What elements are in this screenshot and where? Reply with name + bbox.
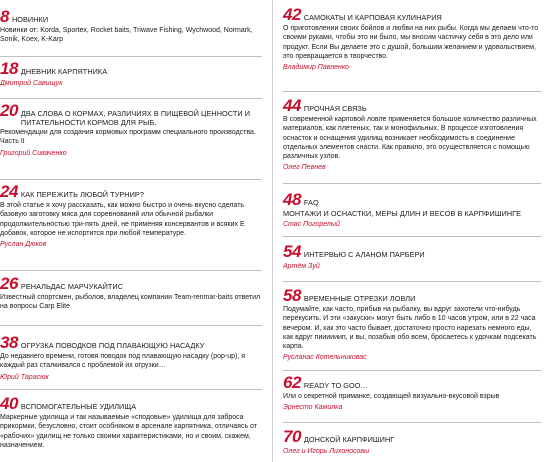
article-author: Дмитрий Савищук	[0, 80, 63, 87]
article-description: Подумайте, как часто, прибыв на рыбалку, вы вдруг захотели что-нибудь перекусить. И эти «закуски» могут быть либо в 10 часов утром, или в 22 часа вечером. И, как это часто бывает, достаточно просто нарезать немного еды, как вдруг пиииииип, и вы, позабыв обо всем, бросаетесь к удочкам подсекать карпа.	[283, 306, 537, 351]
divider	[0, 325, 262, 326]
article-author: Руслан Дюков	[0, 241, 47, 249]
page-number: 38	[0, 333, 18, 352]
article-title: READY TO GOO…	[303, 381, 368, 390]
article-description: В современной карповой ловле применяется большое количество различных материалов, как плетеных, так и монофильных. В процессе изготовления оснасток и оснащения удилищ возникает необходимость в соединение отдельных элементов снасти. Как правило, это осуществляется с помощью различных узлов.	[283, 116, 537, 161]
article-description: Рекомендации для создания кормовых программ специального производства. Часть II	[0, 129, 256, 146]
page-number: 54	[283, 242, 301, 261]
toc-entry[interactable]	[283, 287, 541, 362]
divider	[283, 422, 541, 423]
toc-entry[interactable]	[283, 97, 541, 172]
article-title: НОВИНКИ	[11, 15, 49, 24]
page-number: 62	[283, 373, 301, 392]
page-number: 58	[283, 286, 301, 305]
toc-entry[interactable]	[283, 374, 541, 412]
page-number: 24	[0, 182, 18, 201]
page-number: 48	[283, 190, 301, 209]
divider	[0, 98, 262, 99]
article-title: КАК ПЕРЕЖИТЬ ЛЮБОЙ ТУРНИР?	[20, 190, 144, 199]
divider	[283, 91, 541, 92]
article-description: Новинки от: Korda, Sportex, Rocket baits, Triwave Fishing, Wychwood, Normark, Sonik, Koex, K-Karp	[0, 27, 253, 44]
article-description: Известный спортсмен, рыболов, владелец компании Team-renmar-baits ответил на вопросы Carp Elite	[0, 294, 261, 311]
page-number: 18	[0, 59, 18, 78]
toc-entry[interactable]	[0, 275, 262, 312]
toc-entry[interactable]	[283, 6, 541, 72]
divider	[0, 179, 262, 180]
article-author: Григорий Сиваченко	[0, 149, 67, 157]
article-description: В этой статье я хочу рассказать, как можно быстро и очень вкусно сделать базовую заготовку мяса для соревнований или обычной рыбалки продолжительностью три-пять дней, не применяя консервантов и всяких Е добавок, которое не испортится при любой температуре.	[0, 202, 245, 237]
article-title: ИНТЕРВЬЮ С АЛАНОМ ПАРБЕРИ	[303, 250, 425, 259]
article-title: САМОКАТЫ И КАРПОВАЯ КУЛИНАРИЯ	[303, 13, 442, 22]
toc-entry[interactable]	[0, 60, 262, 88]
article-author: Русланас Котельниковас	[283, 354, 367, 362]
article-subtitle: МОНТАЖИ И ОСНАСТКИ, МЕРЫ ДЛИН И ВЕСОВ В КАРПФИШИНГЕ	[283, 209, 522, 218]
toc-entry[interactable]	[0, 102, 262, 158]
article-author: Юрий Тарасюк	[0, 373, 49, 381]
divider	[0, 56, 262, 57]
article-description: О приготовлении своих бойлов и любви на них рыбы. Когда мы делаем что-то своими руками, чтобы это ни было, мы вносим частичку себя в это дело или продукт. Если Вы делаете это с душой, большим желанием и удовольствием, это превращается в творчество.	[283, 25, 539, 60]
toc-entry[interactable]	[283, 191, 541, 229]
article-title: FAQ	[303, 198, 319, 207]
page-number: 8	[0, 7, 9, 26]
article-description: До недавнего времени, готовя поводок под плавающую насадку (pop-up), я каждый раз сталкивался с проблемой их огрузки…	[0, 353, 246, 370]
toc-entry[interactable]	[0, 334, 262, 382]
article-title: ДНЕВНИК КАРПЯТНИКА	[20, 67, 108, 76]
divider	[0, 270, 262, 271]
article-title: ВРЕМЕННЫЕ ОТРЕЗКИ ЛОВЛИ	[303, 294, 416, 303]
article-author: Владимир Павленко	[283, 64, 350, 72]
toc-entry[interactable]	[283, 243, 541, 271]
page-number: 70	[283, 427, 301, 446]
toc-entry[interactable]	[0, 395, 262, 450]
article-author: Олег Певнев	[283, 164, 326, 172]
article-author: Эрнесто Камилка	[283, 404, 343, 412]
article-description: Или о секретной приманке, создающей визуально-вкусовой взрыв	[283, 393, 500, 400]
toc-entry[interactable]	[0, 183, 262, 249]
article-title: ВСПОМОГАТЕЛЬНЫЕ УДИЛИЩА	[20, 402, 137, 411]
page-number: 44	[283, 96, 301, 115]
article-title: ПРОЧНАЯ СВЯЗЬ	[303, 104, 367, 113]
page-number: 42	[283, 5, 301, 24]
article-title: РЕНАЛЬДАС МАРЧУКАЙТИС	[20, 282, 124, 291]
article-description: Маркерные удилища и так называемые «сподовые» удилища для заброса прикормки, безусловно, стоит особняком в арсенале карпятника, отличаясь от «рабочих» удилищ не только своими характеристиками, но и своим, скажем, назначением.	[0, 414, 257, 449]
divider	[283, 281, 541, 282]
divider	[283, 183, 541, 184]
column-divider	[272, 0, 273, 462]
article-title: ДОНСКОЙ КАРПФИШИНГ	[303, 435, 395, 444]
article-title: ОГРУЗКА ПОВОДКОВ ПОД ПЛАВАЮЩУЮ НАСАДКУ	[20, 341, 205, 350]
toc-entry[interactable]	[0, 8, 262, 45]
page-number: 20	[0, 101, 18, 120]
article-author: Артём Зуй	[283, 263, 320, 270]
page-number: 26	[0, 274, 18, 293]
article-author: Олег и Игорь Лихоносовы	[283, 448, 370, 455]
article-author: Стас Погорелый	[283, 221, 340, 228]
divider	[283, 236, 541, 237]
toc-entry[interactable]	[283, 428, 541, 456]
article-title: ДВА СЛОВА О КОРМАХ, РАЗЛИЧИЯХ В ПИЩЕВОЙ ЦЕННОСТИ И ПИТАТЕЛЬНОСТИ КОРМОВ ДЛЯ РЫБ.	[20, 109, 251, 127]
page-number: 40	[0, 394, 18, 413]
divider	[0, 389, 262, 390]
divider	[283, 370, 541, 371]
